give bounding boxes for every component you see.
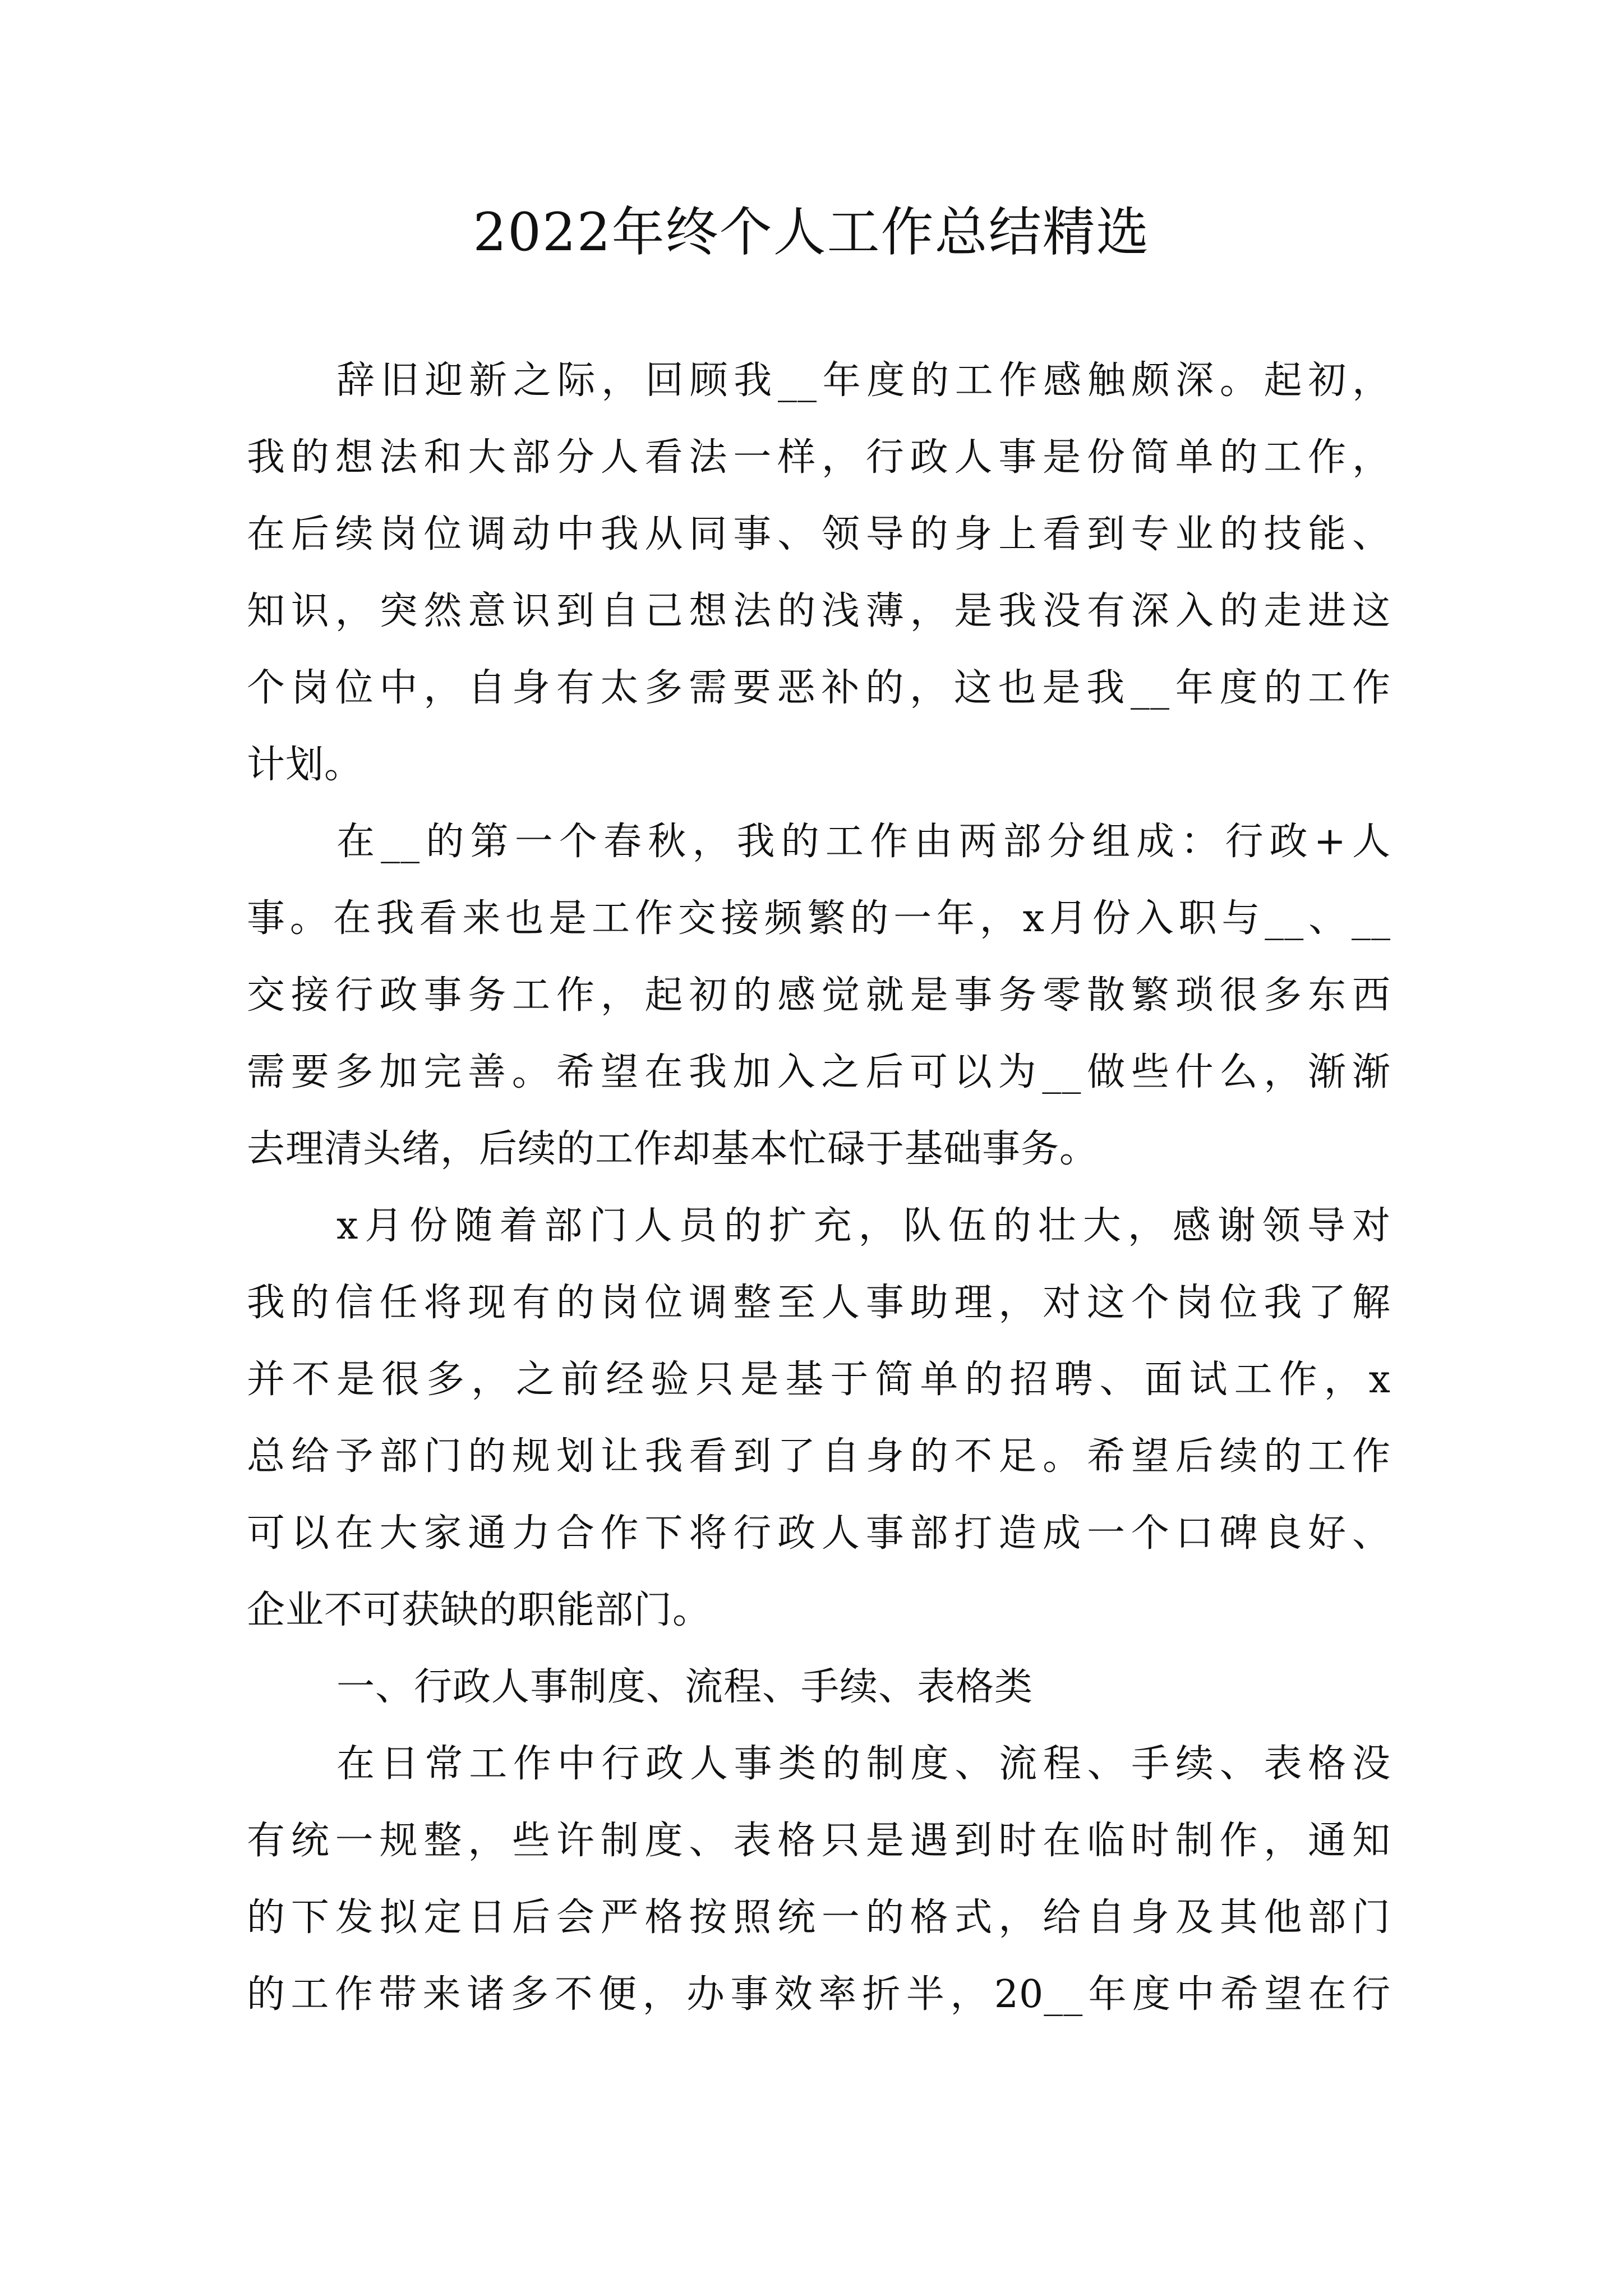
text-line: 的工作带来诸多不便，办事效率折半，20__年度中希望在行 xyxy=(247,1972,1391,2017)
text-line: x月份随着部门人员的扩充，队伍的壮大，感谢领导对 xyxy=(336,1204,1391,1248)
text-line: 事。在我看来也是工作交接频繁的一年，x月份入职与__、__ xyxy=(247,896,1391,941)
text-line: 企业不可获缺的职能部门。 xyxy=(247,1588,712,1632)
text-line: 需要多加完善。希望在我加入之后可以为__做些什么，渐渐 xyxy=(247,1050,1391,1094)
text-line: 的下发拟定日后会严格按照统一的格式，给自身及其他部门 xyxy=(247,1895,1391,1940)
text-line: 并不是很多，之前经验只是基于简单的招聘、面试工作，x xyxy=(247,1358,1391,1402)
text-line: 在后续岗位调动中我从同事、领导的身上看到专业的技能、 xyxy=(247,512,1391,556)
text-line: 个岗位中，自身有太多需要恶补的，这也是我__年度的工作 xyxy=(247,666,1391,710)
document-title: 2022年终个人工作总结精选 xyxy=(473,202,1150,263)
text-line: 计划。 xyxy=(247,743,363,787)
text-line: 交接行政事务工作，起初的感觉就是事务零散繁琐很多东西 xyxy=(247,973,1391,1018)
text-line: 我的想法和大部分人看法一样，行政人事是份简单的工作， xyxy=(247,435,1391,480)
text-line: 在日常工作中行政人事类的制度、流程、手续、表格没 xyxy=(336,1742,1391,1786)
text-line: 一、行政人事制度、流程、手续、表格类 xyxy=(336,1665,1034,1709)
text-line: 有统一规整，些许制度、表格只是遇到时在临时制作，通知 xyxy=(247,1819,1391,1863)
text-line: 辞旧迎新之际，回顾我__年度的工作感触颇深。起初， xyxy=(336,358,1391,403)
text-line: 知识，突然意识到自己想法的浅薄，是我没有深入的走进这 xyxy=(247,589,1391,633)
text-line: 在__的第一个春秋，我的工作由两部分组成：行政+人 xyxy=(336,820,1391,864)
text-line: 可以在大家通力合作下将行政人事部打造成一个口碑良好、 xyxy=(247,1511,1391,1556)
text-line: 我的信任将现有的岗位调整至人事助理，对这个岗位我了解 xyxy=(247,1281,1391,1325)
text-line: 总给予部门的规划让我看到了自身的不足。希望后续的工作 xyxy=(247,1434,1391,1479)
document-body xyxy=(247,342,1391,2033)
text-line: 去理清头绪，后续的工作却基本忙碌于基础事务。 xyxy=(247,1127,1099,1171)
